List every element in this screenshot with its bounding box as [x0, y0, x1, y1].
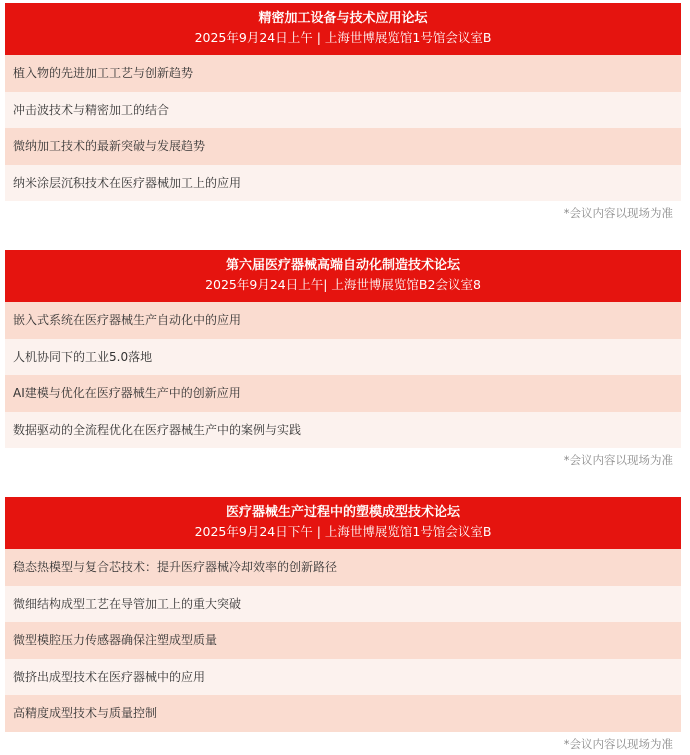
forum-section-2	[5, 250, 681, 468]
disclaimer-note: *会议内容以现场为准	[563, 736, 673, 751]
forum-header	[5, 497, 681, 549]
topic-item: 高精度成型技术与质量控制	[5, 695, 681, 732]
forum-title: 精密加工设备与技术应用论坛	[258, 11, 428, 26]
topic-item: 冲击波技术与精密加工的结合	[5, 92, 681, 129]
topic-item: 数据驱动的全流程优化在医疗器械生产中的案例与实践	[5, 412, 681, 449]
topic-item: AI建模与优化在医疗器械生产中的创新应用	[5, 375, 681, 412]
topic-item: 微挤出成型技术在医疗器械中的应用	[5, 659, 681, 696]
forum-title: 第六届医疗器械高端自动化制造技术论坛	[225, 258, 460, 273]
topic-item: 微纳加工技术的最新突破与发展趋势	[5, 128, 681, 165]
topic-item: 植入物的先进加工工艺与创新趋势	[5, 55, 681, 92]
topic-item: 人机协同下的工业5.0落地	[5, 339, 681, 376]
forum-title: 医疗器械生产过程中的塑模成型技术论坛	[225, 505, 460, 520]
topic-item: 稳态热模型与复合芯技术：提升医疗器械冷却效率的创新路径	[5, 549, 681, 586]
disclaimer-note: *会议内容以现场为准	[563, 453, 673, 467]
forum-header	[5, 3, 681, 55]
disclaimer-note: *会议内容以现场为准	[563, 206, 673, 220]
topic-item: 嵌入式系统在医疗器械生产自动化中的应用	[5, 302, 681, 339]
forum-date-location: 2025年9月24日上午| 上海世博展览馆B2会议室8	[205, 277, 481, 292]
forum-section-3	[5, 497, 681, 752]
forum-date-location: 2025年9月24日下午 | 上海世博展览馆1号馆会议室B	[194, 524, 492, 539]
topic-item: 微细结构成型工艺在导管加工上的重大突破	[5, 586, 681, 623]
forum-date-location: 2025年9月24日上午 | 上海世博展览馆1号馆会议室B	[194, 30, 492, 45]
forum-header	[5, 250, 681, 302]
topic-item: 纳米涂层沉积技术在医疗器械加工上的应用	[5, 165, 681, 202]
topic-item: 微型模腔压力传感器确保注塑成型质量	[5, 622, 681, 659]
forum-section-1	[5, 3, 681, 221]
